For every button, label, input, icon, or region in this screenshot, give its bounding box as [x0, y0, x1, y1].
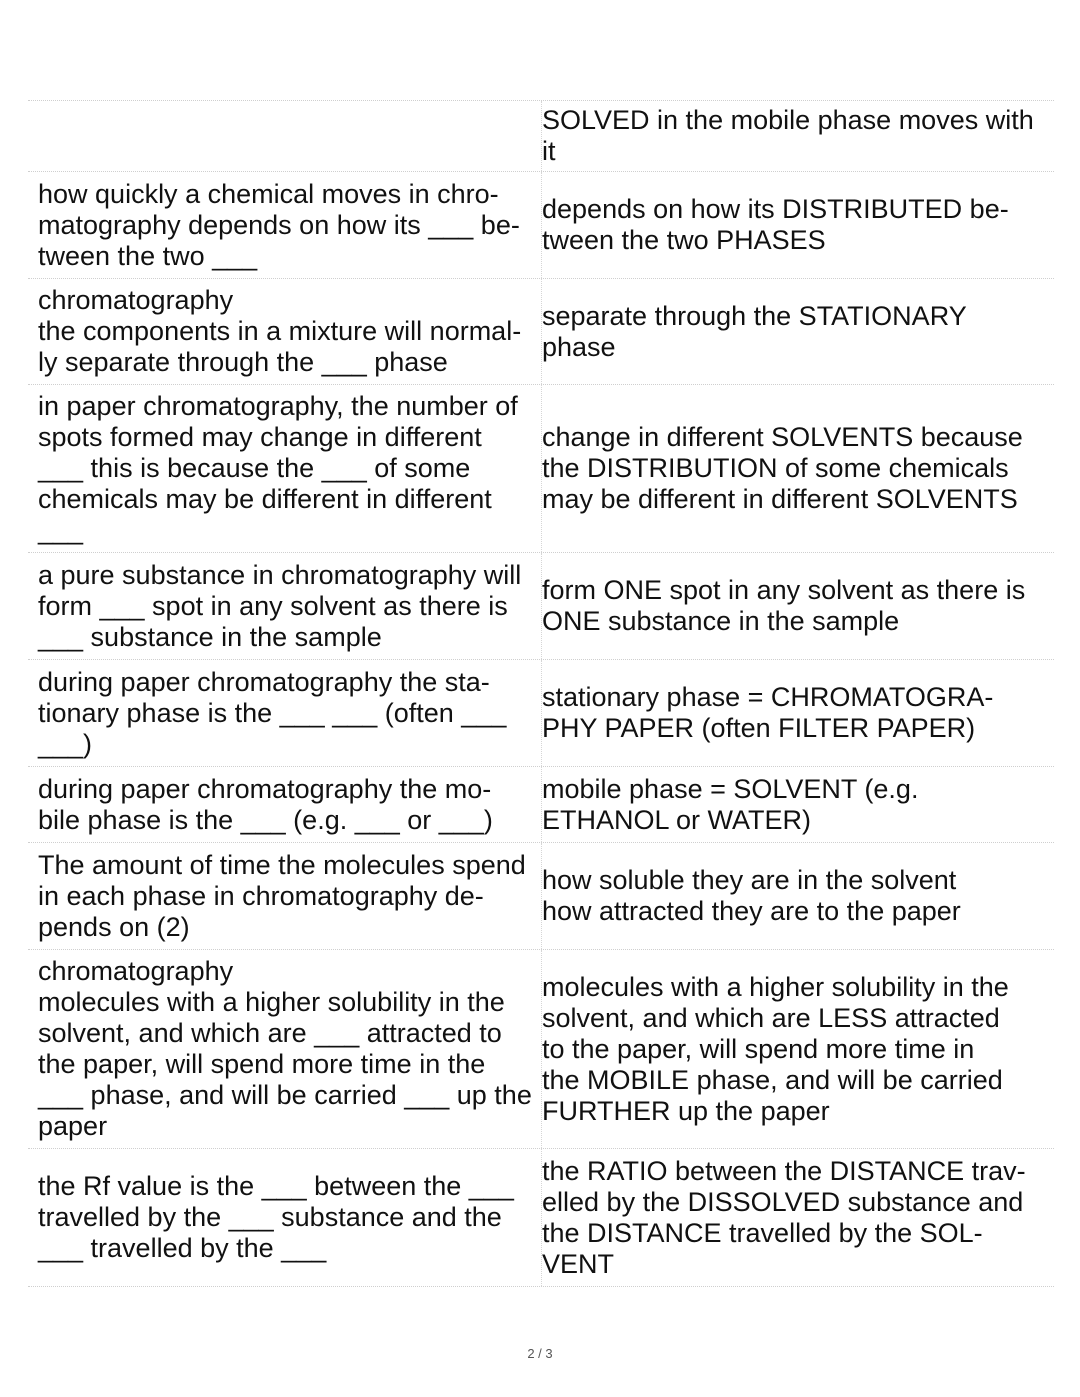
answer-line: form ONE spot in any solvent as there is [542, 575, 1026, 605]
question-line: matography depends on how its ___ be- [38, 209, 520, 240]
question-line: ___ travelled by the ___ [38, 1233, 327, 1263]
question-line: in each phase in chromatography de- [38, 880, 484, 911]
answer-line: how attracted they are to the paper [542, 896, 961, 926]
answer-line: may be different in different SOLVENTS [542, 484, 1018, 514]
question-line: how quickly a chemical moves in chro- [38, 178, 499, 209]
answer-line: it [542, 136, 556, 166]
answer-cell [541, 843, 1054, 949]
question-line: ___ substance in the sample [38, 621, 382, 652]
question-cell [28, 767, 541, 842]
question-cell [28, 172, 541, 278]
answer-line: the MOBILE phase, and will be carried [542, 1064, 1003, 1095]
card-row-4 [28, 385, 1054, 553]
answer-line: VENT [542, 1248, 615, 1279]
question-line: pends on (2) [38, 911, 190, 942]
answer-cell [541, 1149, 1054, 1286]
answer-cell [541, 385, 1054, 552]
question-line: solvent, and which are ___ attracted to [38, 1018, 502, 1048]
question-line: ___) [38, 728, 93, 759]
card-row-1 [28, 101, 1054, 172]
answer-line: elled by the DISSOLVED substance and [542, 1186, 1024, 1217]
question-line: molecules with a higher solubility in the [38, 987, 505, 1017]
question-line: the paper, will spend more time in the [38, 1049, 486, 1079]
card-row-3 [28, 279, 1054, 385]
answer-line: PHY PAPER (often FILTER PAPER) [542, 713, 976, 743]
card-row-8 [28, 843, 1054, 950]
answer-line: ONE substance in the sample [542, 606, 900, 636]
question-line: ___ phase, and will be carried ___ up the [38, 1080, 532, 1110]
answer-line: ETHANOL or WATER) [542, 804, 812, 835]
answer-line: SOLVED in the mobile phase moves with [542, 105, 1034, 135]
question-line: spots formed may change in different [38, 422, 482, 452]
question-cell [28, 950, 541, 1148]
question-line: the Rf value is the ___ between the ___ [38, 1171, 514, 1201]
flashcard-table [28, 100, 1054, 1287]
card-row-9 [28, 950, 1054, 1149]
answer-line: stationary phase = CHROMATOGRA- [542, 682, 994, 712]
question-line: ly separate through the ___ phase [38, 347, 448, 377]
question-line: The amount of time the molecules spend [38, 849, 526, 880]
question-cell [28, 279, 541, 384]
answer-cell [541, 767, 1054, 842]
answer-line: change in different SOLVENTS because [542, 422, 1023, 452]
question-line: ___ [38, 515, 84, 545]
question-line: during paper chromatography the sta- [38, 666, 490, 697]
page-indicator: 2 / 3 [527, 1346, 553, 1361]
question-line: a pure substance in chromatography will [38, 559, 522, 590]
answer-cell [541, 660, 1054, 766]
question-line: tionary phase is the ___ ___ (often ___ [38, 697, 507, 728]
answer-line: depends on how its DISTRIBUTED be- [542, 194, 1009, 224]
answer-line: the DISTRIBUTION of some chemicals [542, 453, 1009, 483]
answer-line: how soluble they are in the solvent [542, 865, 957, 895]
answer-line: separate through the STATIONARY [542, 300, 967, 331]
answer-line: the DISTANCE travelled by the SOL- [542, 1217, 983, 1248]
answer-line: the RATIO between the DISTANCE trav- [542, 1155, 1026, 1186]
card-row-10 [28, 1149, 1054, 1287]
card-row-6 [28, 660, 1054, 767]
answer-cell [541, 101, 1054, 171]
answer-line: molecules with a higher solubility in the [542, 971, 1009, 1002]
answer-cell [541, 950, 1054, 1148]
answer-line: FURTHER up the paper [542, 1095, 830, 1126]
question-line: during paper chromatography the mo- [38, 773, 492, 804]
answer-line: tween the two PHASES [542, 225, 826, 255]
answer-line: solvent, and which are LESS attracted [542, 1002, 1000, 1033]
question-cell [28, 843, 541, 949]
question-cell [28, 660, 541, 766]
question-line: form ___ spot in any solvent as there is [38, 590, 508, 621]
question-line: the components in a mixture will normal- [38, 316, 522, 346]
card-row-5 [28, 553, 1054, 660]
question-line: chromatography [38, 956, 234, 986]
answer-cell [541, 279, 1054, 384]
card-row-2 [28, 172, 1054, 279]
answer-line: mobile phase = SOLVENT (e.g. [542, 773, 919, 804]
question-line: travelled by the ___ substance and the [38, 1202, 502, 1232]
question-line: chromatography [38, 285, 234, 315]
card-row-7 [28, 767, 1054, 843]
question-cell [28, 553, 541, 659]
question-line: paper [38, 1111, 108, 1141]
question-line: ___ this is because the ___ of some [38, 453, 471, 483]
answer-line: to the paper, will spend more time in [542, 1033, 975, 1064]
answer-cell [541, 553, 1054, 659]
question-line: bile phase is the ___ (e.g. ___ or ___) [38, 804, 493, 835]
question-cell [28, 101, 541, 171]
answer-cell [541, 172, 1054, 278]
question-cell [28, 385, 541, 552]
question-line: in paper chromatography, the number of [38, 391, 518, 421]
question-cell [28, 1149, 541, 1286]
answer-line: phase [542, 331, 616, 362]
question-line: chemicals may be different in different [38, 484, 492, 514]
question-line: tween the two ___ [38, 240, 258, 271]
